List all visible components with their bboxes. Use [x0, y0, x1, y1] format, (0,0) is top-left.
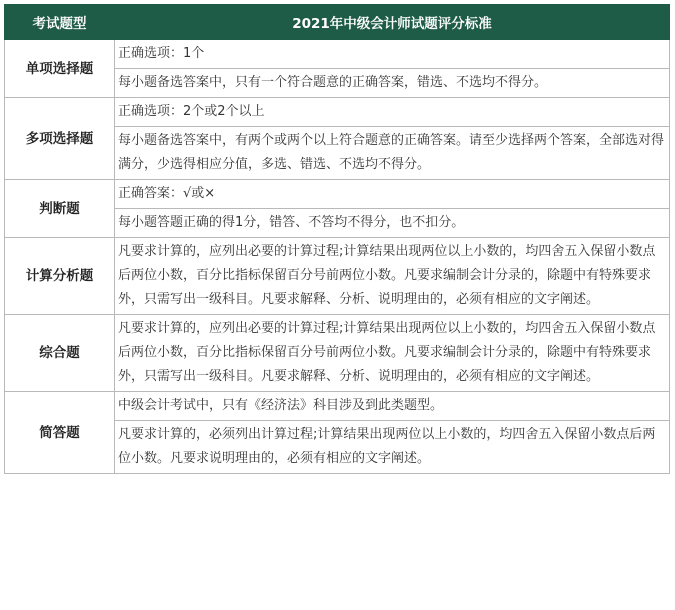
standard-cell: 正确选项：1个 — [115, 40, 670, 69]
table-row — [5, 238, 670, 315]
standard-cell: 每小题备选答案中，有两个或两个以上符合题意的正确答案。请至少选择两个答案，全部选对得满分，少选得相应分值，多选、错选、不选均不得分。 — [115, 127, 670, 180]
question-type-cell: 计算分析题 — [5, 238, 115, 315]
question-type-cell: 单项选择题 — [5, 40, 115, 98]
standard-cell: 每小题备选答案中，只有一个符合题意的正确答案，错选、不选均不得分。 — [115, 69, 670, 98]
table-row — [5, 98, 670, 127]
table-row — [5, 40, 670, 69]
scoring-standard-table — [4, 4, 670, 474]
standard-cell: 正确选项：2个或2个以上 — [115, 98, 670, 127]
table-header — [5, 5, 670, 40]
standard-cell: 凡要求计算的，必须列出计算过程;计算结果出现两位以上小数的，均四舍五入保留小数点后两位小数。凡要求说明理由的，必须有相应的文字阐述。 — [115, 421, 670, 474]
standard-cell: 凡要求计算的，应列出必要的计算过程;计算结果出现两位以上小数的，均四舍五入保留小数点后两位小数，百分比指标保留百分号前两位小数。凡要求编制会计分录的，除题中有特殊要求外，只需写出一级科目。凡要求解释、分析、说明理由的，必须有相应的文字阐述。 — [115, 238, 670, 315]
standard-cell: 正确答案：√或× — [115, 180, 670, 209]
standard-cell: 中级会计考试中，只有《经济法》科目涉及到此类题型。 — [115, 392, 670, 421]
standard-cell: 每小题答题正确的得1分，错答、不答均不得分，也不扣分。 — [115, 209, 670, 238]
header-question-type: 考试题型 — [5, 5, 115, 40]
question-type-cell: 多项选择题 — [5, 98, 115, 180]
table-row — [5, 392, 670, 421]
question-type-cell: 判断题 — [5, 180, 115, 238]
header-row — [5, 5, 670, 40]
question-type-cell: 简答题 — [5, 392, 115, 474]
table-row — [5, 180, 670, 209]
table-row — [5, 315, 670, 392]
question-type-cell: 综合题 — [5, 315, 115, 392]
header-scoring-standard: 2021年中级会计师试题评分标准 — [115, 5, 670, 40]
standard-cell: 凡要求计算的，应列出必要的计算过程;计算结果出现两位以上小数的，均四舍五入保留小数点后两位小数，百分比指标保留百分号前两位小数。凡要求编制会计分录的，除题中有特殊要求外，只需写出一级科目。凡要求解释、分析、说明理由的，必须有相应的文字阐述。 — [115, 315, 670, 392]
